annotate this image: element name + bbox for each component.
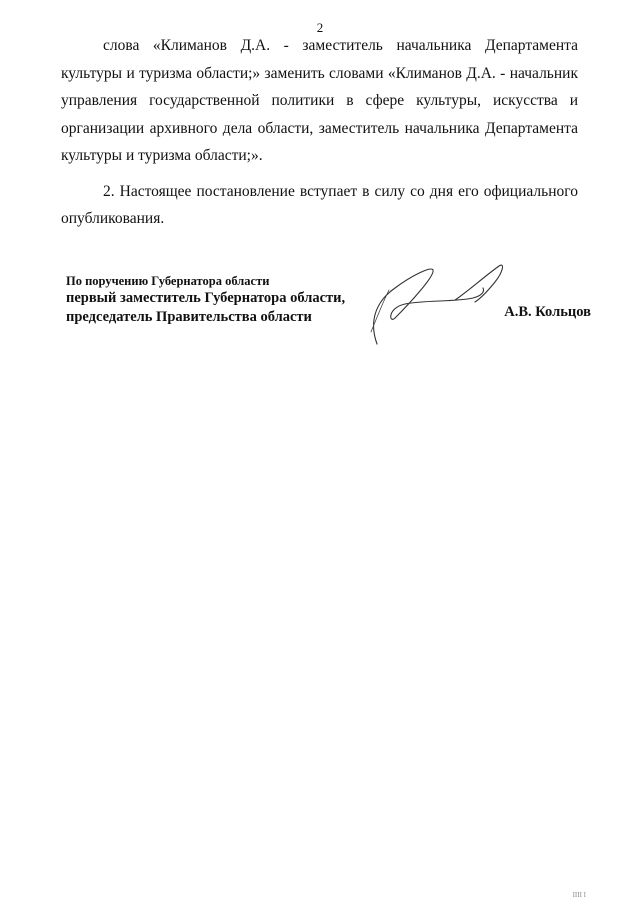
position-line-1: первый заместитель Губернатора области, bbox=[66, 290, 346, 306]
signatory-name: А.В. Кольцов bbox=[504, 304, 591, 320]
handwritten-signature bbox=[355, 262, 515, 346]
paragraph-effective-date: 2. Настоящее постановление вступает в силу со дня его официального опубликования. bbox=[61, 182, 578, 227]
document-body bbox=[61, 32, 578, 233]
signatory-block bbox=[66, 273, 345, 327]
authority-line: По поручению Губернатора области bbox=[66, 274, 270, 288]
paragraph-amendment: слова «Климанов Д.А. - заместитель начальника Департамента культуры и туризма области;» заменить словами «Климанов Д.А. - начальник управления государственной политики в сфере культуры, искусства и организации архивного дела области, заместитель начальника Департамента культуры и туризма области;». bbox=[61, 37, 578, 164]
footer-code: ІІІІ І bbox=[572, 891, 586, 899]
position-line-2: председатель Правительства области bbox=[66, 309, 312, 325]
page-number: 2 bbox=[316, 20, 324, 35]
